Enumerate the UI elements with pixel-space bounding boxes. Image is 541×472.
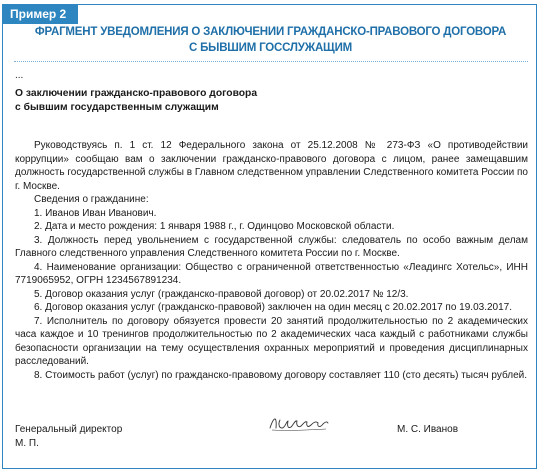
example-tag: Пример 2 [2,4,78,24]
paragraph-item-2: 2. Дата и место рождения: 1 января 1988 г., г. Одинцово Московской области. [34,221,395,232]
title-line-1: ФРАГМЕНТ УВЕДОМЛЕНИЯ О ЗАКЛЮЧЕНИИ ГРАЖДАНСКО-ПРАВОВОГО ДОГОВОРА [34,26,507,38]
document-title [0,24,541,56]
paragraph-item-6: 6. Договор оказания услуг (гражданско-правовой) заключен на один месяц с 20.02.2017 по 19.03.2017. [34,302,512,313]
paragraph-item-5: 5. Договор оказания услуг (гражданско-правовой договор) от 20.02.2017 № 12/3. [34,288,409,300]
paragraph-item-1: 1. Иванов Иван Иванович. [34,207,157,219]
divider [14,61,528,62]
handwritten-signature [268,412,330,434]
paragraph-item-7: 7. Исполнитель по договору обязуется провести 20 занятий продолжительностью по 2 академических часа каждое и 10 тренингов продолжительностью по 2 академических часа каждый с работниками службы безопасности организации на тему осуществления охранных мероприятий и проведения дисциплинарных расследований. [15,315,528,367]
subject-line-1: О заключении гражданско-правового договора [15,88,258,99]
stamp-place: М. П. [15,437,39,449]
paragraph-item-4: 4. Наименование организации: Общество с ограниченной ответственностью «Леадингс Хотельс», ИНН 7719065952, ОГРН 1234567891234. [15,261,528,286]
paragraph-item-8: 8. Стоимость работ (услуг) по гражданско-правовому договору составляет 110 (сто десять) тысяч рублей. [34,369,527,381]
signer-position: Генеральный директор [15,424,123,435]
paragraph-intro: Руководствуясь п. 1 ст. 12 Федерального закона от 25.12.2008 № 273-ФЗ «О противодействии коррупции» сообщаю вам о заключении гражданско-правового договора с лицом, ранее замещавшим должность государственной службы в Главном следственном управлении Следственного комитета России по г. Москве. [15,140,528,192]
subject-line-2: с бывшим государственным служащим [15,101,219,113]
ellipsis: ... [15,70,24,81]
signer-block [15,423,122,450]
title-line-2: С БЫВШИМ ГОССЛУЖАЩИМ [188,42,353,54]
signer-name: М. С. Иванов [397,424,459,435]
paragraph-item-3: 3. Должность перед увольнением с государственной службы: следователь по особо важным делам Главного следственного управления Следственного комитета России по г. Москве. [15,234,528,259]
paragraph-citizen-info: Сведения о гражданине: [34,194,149,205]
subject-heading [15,87,528,114]
document-body [15,139,528,382]
